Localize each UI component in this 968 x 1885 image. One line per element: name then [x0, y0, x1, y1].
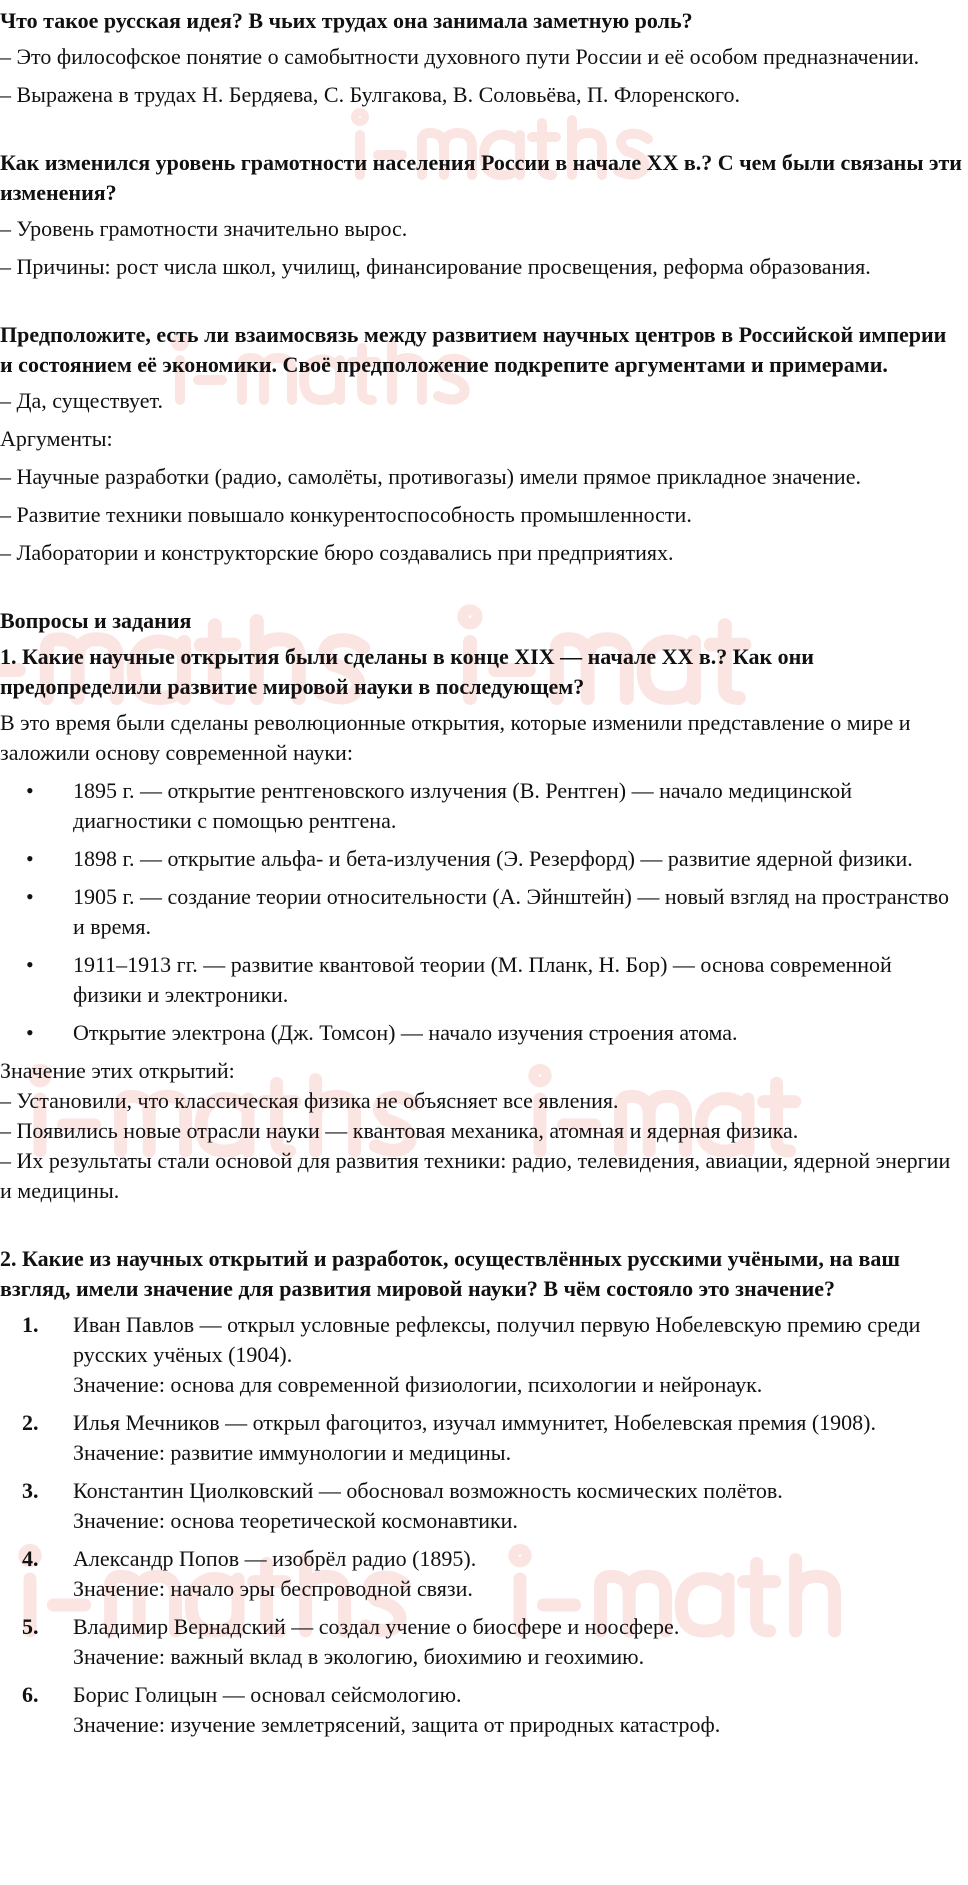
section-title: Вопросы и задания [0, 608, 192, 633]
item-text: Константин Циолковский — обосновал возможность космических полётов. [73, 1478, 783, 1503]
list-item-text: 1895 г. — открытие рентгеновского излучения (В. Рентген) — начало медицинской диагностики с помощью рентгена. [73, 778, 853, 833]
item-text: Борис Голицын — основал сейсмологию. [73, 1682, 462, 1707]
bullet-icon: • [26, 778, 34, 803]
list-item [0, 1476, 962, 1536]
significance-line: – Установили, что классическая физика не объясняет все явления. [0, 1088, 619, 1113]
answer-line: – Причины: рост числа школ, училищ, финансирование просвещения, реформа образования. [0, 254, 871, 279]
item-number: 2. [22, 1410, 39, 1435]
item-significance: Значение: изучение землетрясений, защита от природных катастроф. [73, 1712, 721, 1737]
item-text: Илья Мечников — открыл фагоцитоз, изучал иммунитет, Нобелевская премия (1908). [73, 1410, 876, 1435]
item-significance: Значение: основа для современной физиологии, психологии и нейронаук. [73, 1372, 763, 1397]
bullet-icon: • [26, 884, 34, 909]
list-item [0, 776, 962, 836]
task-question: 1. Какие научные открытия были сделаны в конце XIX — начале XX в.? Как они предопределили развитие мировой науки в последующем? [0, 644, 814, 699]
task-block-2 [0, 1244, 962, 1740]
item-text: Владимир Вернадский — создал учение о биосфере и ноосфере. [73, 1614, 680, 1639]
item-text: Александр Попов — изобрёл радио (1895). [73, 1546, 477, 1571]
arguments-label: Аргументы: [0, 426, 113, 451]
item-text: Иван Павлов — открыл условные рефлексы, получил первую Нобелевскую премию среди русских учёных (1904). [73, 1312, 921, 1367]
list-item [0, 1680, 962, 1740]
question-heading: Как изменился уровень грамотности населения России в начале XX в.? С чем были связаны эти изменения? [0, 150, 962, 205]
list-item-text: 1905 г. — создание теории относительности (А. Эйнштейн) — новый взгляд на пространство и время. [73, 884, 949, 939]
item-significance: Значение: основа теоретической космонавтики. [73, 1508, 518, 1533]
item-significance: Значение: важный вклад в экологию, биохимию и геохимию. [73, 1644, 645, 1669]
item-significance: Значение: начало эры беспроводной связи. [73, 1576, 473, 1601]
question-block-science-economy [0, 320, 962, 568]
list-item-text: 1911–1913 гг. — развитие квантовой теории (М. Планк, Н. Бор) — основа современной физики и электроники. [73, 952, 892, 1007]
significance-line: – Их результаты стали основой для развития техники: радио, телевидения, авиации, ядерной энергии и медицины. [0, 1148, 951, 1203]
bullet-icon: • [26, 846, 34, 871]
item-number: 4. [22, 1546, 39, 1571]
list-item-text: Открытие электрона (Дж. Томсон) — начало изучения строения атома. [73, 1020, 738, 1045]
answer-line: – Да, существует. [0, 388, 163, 413]
significance-line: – Появились новые отрасли науки — квантовая механика, атомная и ядерная физика. [0, 1118, 799, 1143]
question-block-literacy [0, 148, 962, 282]
item-number: 5. [22, 1614, 39, 1639]
list-item-text: 1898 г. — открытие альфа- и бета-излучения (Э. Резерфорд) — развитие ядерной физики. [73, 846, 913, 871]
answer-line: – Уровень грамотности значительно вырос. [0, 216, 408, 241]
argument-line: – Научные разработки (радио, самолёты, противогазы) имели прямое прикладное значение. [0, 464, 861, 489]
answer-line: – Это философское понятие о самобытности духовного пути России и её особом предназначении. [0, 44, 920, 69]
task-question: 2. Какие из научных открытий и разработок, осуществлённых русскими учёными, на ваш взгляд, имели значение для развития мировой науки? В чём состояло это значение? [0, 1246, 900, 1301]
list-item [0, 844, 962, 874]
list-item [0, 950, 962, 1010]
item-number: 1. [22, 1312, 39, 1337]
item-number: 6. [22, 1682, 39, 1707]
task-block-1 [0, 642, 962, 1206]
significance-label: Значение этих открытий: [0, 1058, 235, 1083]
list-item [0, 1018, 962, 1048]
item-significance: Значение: развитие иммунологии и медицины. [73, 1440, 512, 1465]
list-item [0, 1408, 962, 1468]
scientists-list [0, 1310, 962, 1740]
question-heading: Что такое русская идея? В чьих трудах она занимала заметную роль? [0, 8, 693, 33]
bullet-icon: • [26, 952, 34, 977]
question-block-russian-idea [0, 6, 962, 110]
question-heading: Предположите, есть ли взаимосвязь между развитием научных центров в Российской империи и состоянием её экономики. Своё предположение подкрепите аргументами и примерами. [0, 322, 947, 377]
task-intro: В это время были сделаны революционные открытия, которые изменили представление о мире и заложили основу современной науки: [0, 710, 911, 765]
answer-line: – Выражена в трудах Н. Бердяева, С. Булгакова, В. Соловьёва, П. Флоренского. [0, 82, 740, 107]
argument-line: – Лаборатории и конструкторские бюро создавались при предприятиях. [0, 540, 674, 565]
discoveries-list [0, 776, 962, 1048]
list-item [0, 1310, 962, 1400]
list-item [0, 1612, 962, 1672]
list-item [0, 882, 962, 942]
list-item [0, 1544, 962, 1604]
bullet-icon: • [26, 1020, 34, 1045]
item-number: 3. [22, 1478, 39, 1503]
argument-line: – Развитие техники повышало конкурентоспособность промышленности. [0, 502, 692, 527]
